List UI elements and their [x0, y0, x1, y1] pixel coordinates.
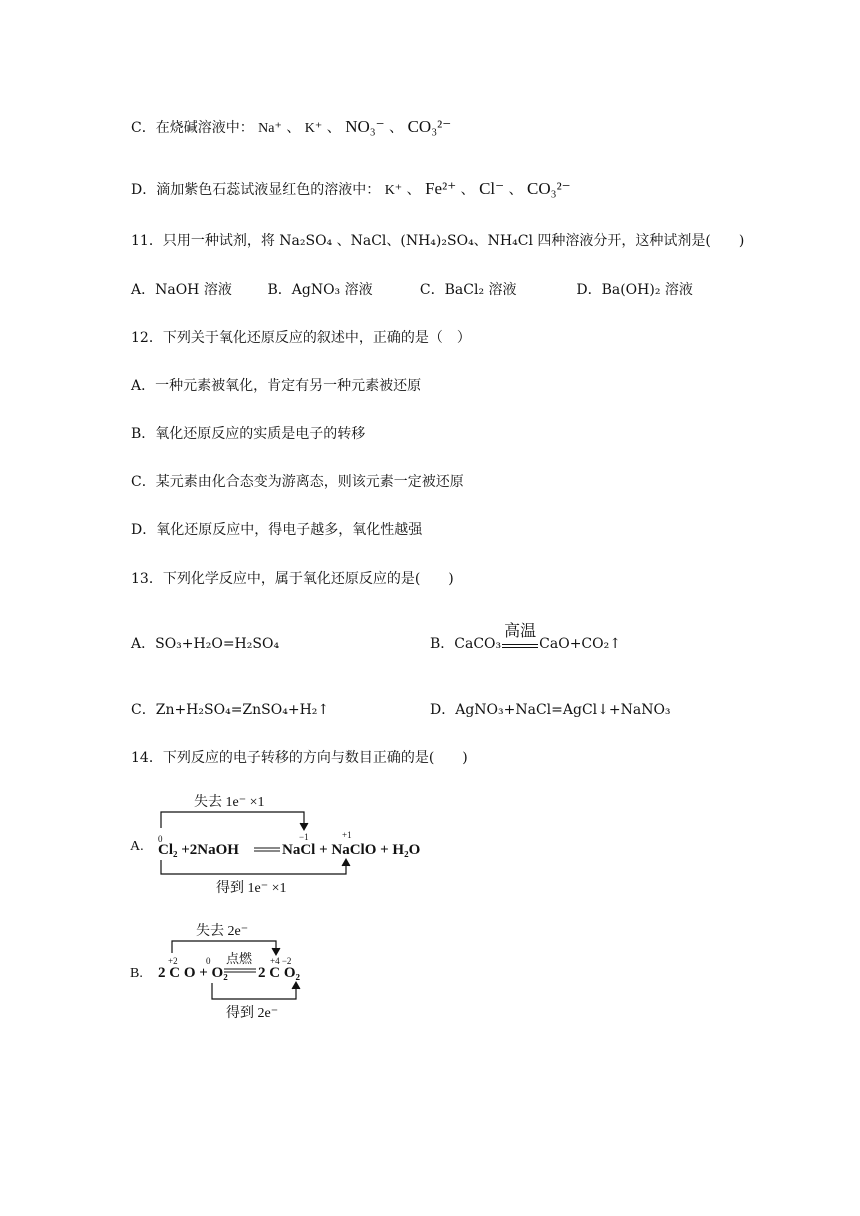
gain-bracket [161, 860, 346, 874]
ion-co3: CO₃²⁻ [527, 179, 571, 198]
separator: 、 [286, 120, 301, 136]
arrow-head [272, 948, 280, 955]
gain-electron-label: 得到 1e⁻ ×1 [216, 881, 287, 896]
gain-bracket [212, 983, 296, 999]
q13-b-products: CaO+CO₂↑ [539, 636, 621, 652]
q13-row-ab [131, 621, 731, 653]
separator: 、 [460, 182, 475, 198]
q12-option-c: C．某元素由化合态变为游离态，则该元素一定被还原 [131, 474, 464, 490]
equation-lhs: Cl₂ +2NaOH [158, 842, 239, 858]
ion-k: K⁺ [304, 121, 323, 136]
q14-stem: 14．下列反应的电子转移的方向与数目正确的是( ) [131, 750, 468, 766]
lose-electron-label: 失去 1e⁻ ×1 [194, 795, 265, 810]
q11-option-b: B．AgNO₃ 溶液 [267, 282, 373, 298]
q10-option-c [131, 118, 451, 138]
ion-k: K⁺ [384, 183, 403, 198]
electron-transfer-diagram-a [130, 790, 430, 900]
ox-state-cl2: 0 [158, 834, 163, 844]
separator: 、 [406, 182, 421, 198]
q10-option-d [131, 180, 571, 200]
ox-state-nacl: −1 [299, 832, 309, 842]
ox-state-co: +2 [168, 956, 178, 966]
equals-sign [502, 644, 538, 648]
high-temp-condition [502, 621, 538, 648]
q14-option-a-diagram [130, 790, 430, 904]
separator: 、 [326, 120, 341, 136]
lose-bracket [172, 941, 276, 953]
option-label: B. [130, 966, 143, 981]
ion-cl: Cl⁻ [479, 179, 505, 198]
q11-option-d: D．Ba(OH)₂ 溶液 [576, 282, 693, 298]
q11-stem: 11．只用一种试剂，将 Na₂SO₄ 、NaCl、(NH₄)₂SO₄、NH₄Cl 四种溶液分开，这种试剂是( ) [131, 233, 745, 249]
q10-d-prefix: D．滴加紫色石蕊试液显红色的溶液中： [131, 182, 381, 198]
q13-row-cd [131, 701, 731, 719]
lose-electron-label: 失去 2e⁻ [196, 924, 249, 939]
ignition-condition: 点燃 [226, 951, 253, 966]
ox-state-co2: +4 −2 [270, 956, 292, 966]
condition-label: 高温 [504, 621, 537, 640]
separator: 、 [389, 120, 404, 136]
separator: 、 [508, 182, 523, 198]
arrow-head [300, 823, 308, 830]
q13-stem: 13．下列化学反应中，属于氧化还原反应的是( ) [131, 571, 454, 587]
q12-option-b: B．氧化还原反应的实质是电子的转移 [131, 426, 366, 442]
q11-options [131, 281, 693, 299]
electron-transfer-diagram-b [130, 915, 430, 1025]
equation-rhs: 2 C O₂ [258, 965, 300, 981]
q13-option-d: D．AgNO₃+NaCl=AgCl↓+NaNO₃ [430, 702, 671, 718]
q12-stem: 12．下列关于氧化还原反应的叙述中，正确的是（ ） [131, 330, 471, 346]
arrow-head [342, 859, 350, 866]
q11-option-a: A．NaOH 溶液 [131, 282, 232, 298]
ion-na: Na⁺ [258, 121, 282, 136]
q14-option-b-diagram [130, 915, 430, 1029]
equation-rhs: NaCl + NaClO + H₂O [282, 842, 421, 858]
q12-option-d: D．氧化还原反应中，得电子越多，氧化性越强 [131, 522, 423, 538]
equation-lhs: 2 C O + O₂ [158, 965, 228, 981]
q13-b-reactant: B．CaCO₃ [430, 636, 502, 652]
q13-option-b [430, 621, 621, 653]
ion-fe: Fe²⁺ [425, 179, 457, 198]
lose-bracket [161, 812, 304, 828]
ion-no3: NO₃⁻ [345, 117, 385, 136]
gain-electron-label: 得到 2e⁻ [226, 1006, 279, 1021]
q13-option-a: A．SO₃+H₂O=H₂SO₄ [131, 636, 280, 652]
q13-option-c: C．Zn+H₂SO₄=ZnSO₄+H₂↑ [131, 702, 330, 718]
arrow-head [292, 982, 300, 989]
ox-state-naclo: +1 [342, 830, 352, 840]
option-label: A. [130, 839, 144, 854]
q11-option-c: C．BaCl₂ 溶液 [419, 282, 517, 298]
ox-state-o2: 0 [206, 956, 211, 966]
ion-co3: CO₃²⁻ [407, 117, 452, 136]
q12-option-a: A．一种元素被氧化，肯定有另一种元素被还原 [131, 378, 422, 394]
q10-c-prefix: C．在烧碱溶液中： [131, 120, 254, 136]
